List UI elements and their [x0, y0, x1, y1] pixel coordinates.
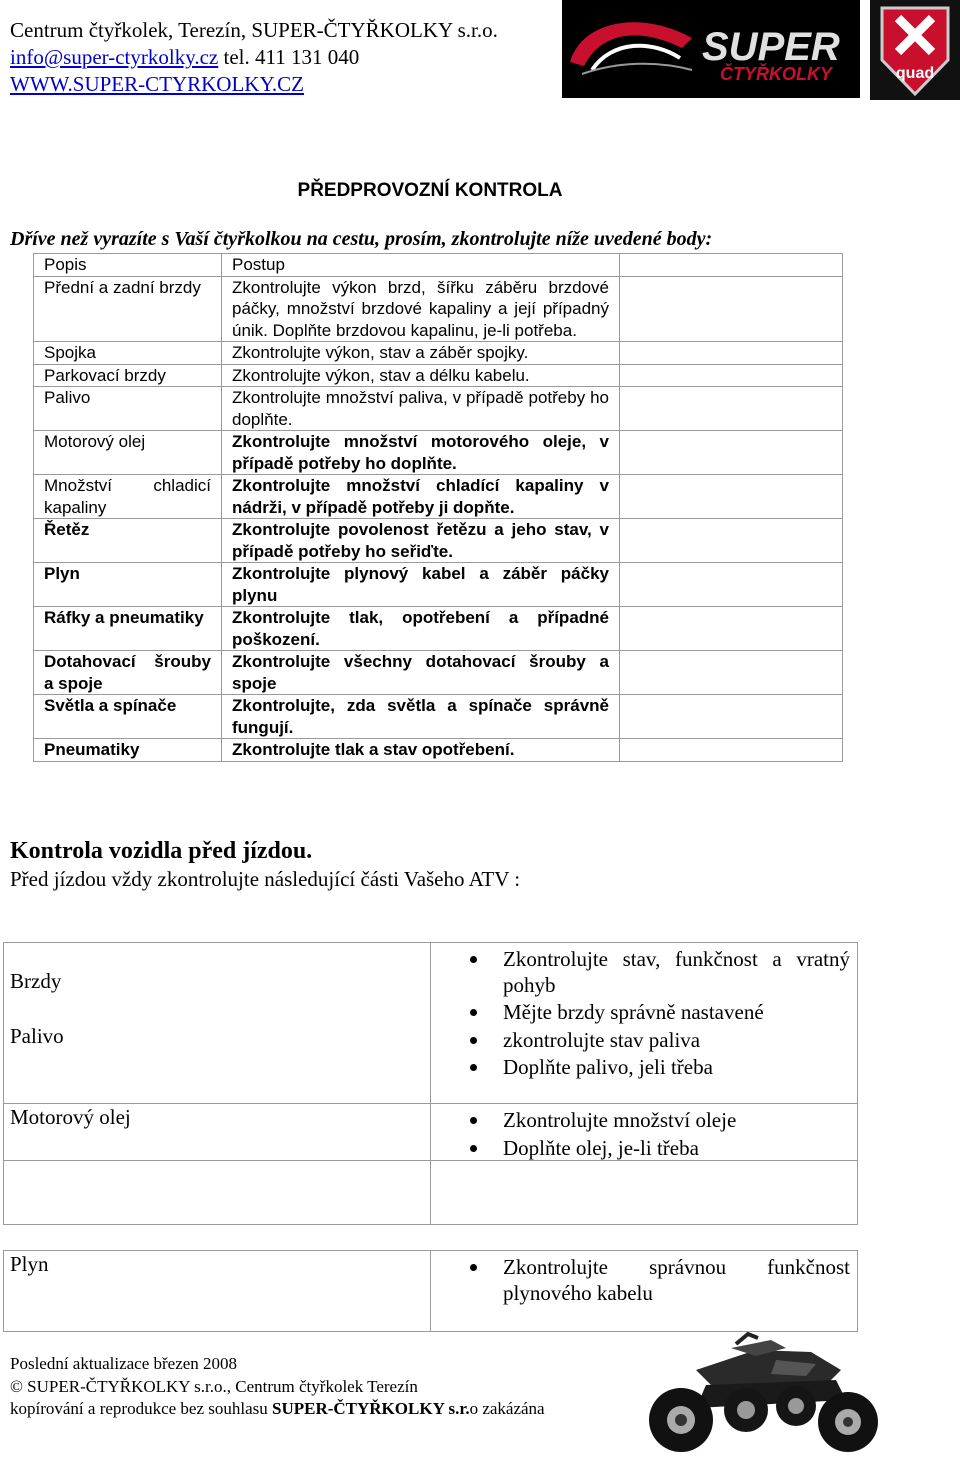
copy-notice: kopírování a reprodukce bez souhlasu SUPER-ČTYŘKOLKY s.r.o zakázána	[10, 1399, 545, 1418]
logo-graphic	[562, 0, 860, 98]
row-action: Zkontrolujte všechny dotahovací šrouby a spoje	[222, 651, 620, 695]
empty-cell	[620, 342, 843, 365]
bullet-icon	[470, 1117, 477, 1124]
bullet-item: Zkontrolujte správnou funkčnost plynového kabelu	[470, 1254, 850, 1306]
email-link[interactable]: info@super-ctyrkolky.cz	[10, 45, 219, 69]
row-action: Zkontrolujte plynový kabel a záběr páčky plynu	[222, 563, 620, 607]
bullet-item: zkontrolujte stav paliva	[470, 1027, 850, 1053]
row-item: Motorový olej	[34, 431, 222, 475]
bullet-item: Mějte brzdy správně nastavené	[470, 999, 850, 1025]
table-row	[34, 563, 843, 607]
empty-cell	[620, 695, 843, 739]
bullet-icon	[470, 1037, 477, 1044]
row-action: Zkontrolujte povolenost řetězu a jeho stav, v případě potřeby ho seřiďte.	[222, 519, 620, 563]
empty-cell	[620, 519, 843, 563]
logo-text-bottom: ČTYŘKOLKY	[720, 64, 832, 84]
row-action: Zkontrolujte výkon brzd, šířku záběru brzdové páčky, množství brzdové kapaliny a její případný únik. Doplňte brzdovou kapalinu, je-li potřeba.	[222, 276, 620, 342]
table-row	[34, 651, 843, 695]
empty-cell	[620, 475, 843, 519]
empty-cell	[620, 254, 843, 277]
copyright: © SUPER-ČTYŘKOLKY s.r.o., Centrum čtyřkolek Terezín	[10, 1377, 418, 1396]
empty-cell	[620, 607, 843, 651]
intro-text: Dříve než vyrazíte s Vaší čtyřkolkou na cestu, prosím, zkontrolujte níže uvedené body:	[10, 228, 713, 250]
section-subheading: Před jízdou vždy zkontrolujte následující části Vašeho ATV :	[10, 867, 521, 891]
table-row	[34, 431, 843, 475]
row-item: Světla a spínače	[34, 695, 222, 739]
empty-cell	[620, 387, 843, 431]
empty-label-cell	[3, 1160, 431, 1225]
label-cell-throttle	[3, 1250, 431, 1332]
last-updated: Poslední aktualizace březen 2008	[10, 1354, 238, 1373]
xquad-logo	[870, 0, 960, 100]
row-item: Řetěz	[34, 519, 222, 563]
row-item: Spojka	[34, 342, 222, 365]
label-throttle: Plyn	[10, 1252, 49, 1276]
empty-bullet-cell	[430, 1160, 858, 1225]
row-action: Zkontrolujte výkon, stav a záběr spojky.	[222, 342, 620, 365]
table-row	[34, 607, 843, 651]
row-action: Zkontrolujte množství chladící kapaliny v nádrži, v případě potřeby ji dopňte.	[222, 475, 620, 519]
header-procedure: Postup	[222, 254, 620, 277]
row-action: Zkontrolujte množství motorového oleje, v případě potřeby ho doplňte.	[222, 431, 620, 475]
table-row	[34, 276, 843, 342]
company-line: Centrum čtyřkolek, Terezín, SUPER-ČTYŘKOLKY s.r.o.	[10, 18, 498, 42]
label-oil: Motorový olej	[10, 1105, 131, 1129]
header-description: Popis	[34, 254, 222, 277]
row-item: Množství chladicí kapaliny	[34, 475, 222, 519]
empty-cell	[620, 651, 843, 695]
section-heading: Kontrola vozidla před jízdou.	[10, 838, 313, 864]
table-row	[34, 364, 843, 387]
empty-cell	[620, 739, 843, 762]
bullet-icon	[470, 1264, 477, 1271]
bullet-icon	[470, 1064, 477, 1071]
phone-text: tel. 411 131 040	[223, 45, 360, 69]
label-brakes: Brzdy	[10, 969, 62, 993]
row-item: Přední a zadní brzdy	[34, 276, 222, 342]
row-item: Palivo	[34, 387, 222, 431]
website-line	[10, 71, 304, 97]
bullet-item: Doplňte olej, je-li třeba	[470, 1135, 850, 1161]
table-row	[34, 739, 843, 762]
super-ctyrkolky-logo	[562, 0, 860, 98]
row-item: Dotahovací šrouby a spoje	[34, 651, 222, 695]
table-row	[34, 519, 843, 563]
label-fuel: Palivo	[10, 1024, 64, 1048]
bullet-item: Zkontrolujte množství oleje	[470, 1107, 850, 1133]
row-action: Zkontrolujte tlak, opotřebení a případné poškození.	[222, 607, 620, 651]
bullet-icon	[470, 1145, 477, 1152]
contact-line	[10, 44, 359, 70]
row-action: Zkontrolujte výkon, stav a délku kabelu.	[222, 364, 620, 387]
row-item: Parkovací brzdy	[34, 364, 222, 387]
table-row	[34, 342, 843, 365]
bullet-icon	[470, 1009, 477, 1016]
empty-cell	[620, 364, 843, 387]
atv-photo	[636, 1330, 886, 1458]
table-row	[34, 475, 843, 519]
empty-cell	[620, 431, 843, 475]
table-header-row	[34, 254, 843, 277]
bullet-icon	[470, 956, 477, 963]
table-row	[34, 695, 843, 739]
empty-cell	[620, 563, 843, 607]
empty-cell	[620, 276, 843, 342]
pre-ride-checklist-table	[33, 253, 843, 762]
row-action: Zkontrolujte množství paliva, v případě potřeby ho doplňte.	[222, 387, 620, 431]
row-action: Zkontrolujte, zda světla a spínače správně fungují.	[222, 695, 620, 739]
row-item: Ráfky a pneumatiky	[34, 607, 222, 651]
page-title: PŘEDPROVOZNÍ KONTROLA	[297, 180, 563, 201]
bullet-item: Zkontrolujte stav, funkčnost a vratný pohyb	[470, 946, 850, 998]
bullet-item: Doplňte palivo, jeli třeba	[470, 1054, 850, 1080]
row-item: Pneumatiky	[34, 739, 222, 762]
logo-text-top: SUPER	[702, 25, 840, 69]
row-action: Zkontrolujte tlak a stav opotřebení.	[222, 739, 620, 762]
label-cell-brakes-fuel	[3, 942, 431, 1104]
logo2-text: quad	[895, 65, 935, 82]
table-row	[34, 387, 843, 431]
row-item: Plyn	[34, 563, 222, 607]
website-link[interactable]: WWW.SUPER-CTYRKOLKY.CZ	[10, 72, 305, 96]
